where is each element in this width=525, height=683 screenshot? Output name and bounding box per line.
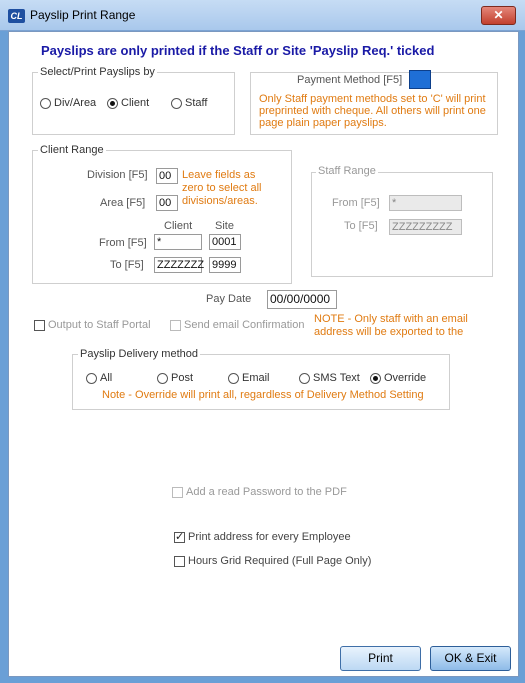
delivery-override-radio[interactable] — [370, 373, 381, 384]
pay-date-label: Pay Date — [206, 293, 252, 305]
window-title: Payslip Print Range — [30, 8, 136, 22]
division-label: Division [F5] — [87, 169, 148, 181]
ok-exit-button[interactable]: OK & Exit — [430, 646, 511, 671]
payment-method-label: Payment Method [F5] — [297, 74, 403, 86]
payment-method-color-button[interactable] — [409, 70, 431, 89]
delivery-sms-label[interactable]: SMS Text — [313, 372, 360, 384]
delivery-post-radio[interactable] — [157, 373, 168, 384]
client-from-label: From [F5] — [99, 237, 147, 249]
send-email-confirmation-label[interactable]: Send email Confirmation — [184, 319, 305, 331]
client-to-label: To [F5] — [110, 259, 144, 271]
pdf-password-checkbox[interactable] — [172, 487, 183, 498]
client-from-input[interactable]: * — [154, 234, 202, 250]
division-area-note: Leave fields as zero to select all divisions/areas. — [182, 169, 262, 207]
client-range-legend: Client Range — [40, 144, 104, 156]
staff-from-input[interactable]: * — [389, 195, 462, 211]
email-export-note: NOTE - Only staff with an email address will be exported to the — [314, 313, 468, 338]
hours-grid-label[interactable]: Hours Grid Required (Full Page Only) — [188, 555, 372, 567]
site-column-header: Site — [215, 220, 234, 232]
payslip-heading: Payslips are only printed if the Staff or Site 'Payslip Req.' ticked — [41, 43, 435, 58]
delivery-email-radio[interactable] — [228, 373, 239, 384]
area-label: Area [F5] — [100, 197, 146, 209]
staff-label[interactable]: Staff — [185, 97, 208, 109]
delivery-method-legend: Payslip Delivery method — [80, 348, 198, 360]
override-note: Note - Override will print all, regardless of Delivery Method Setting — [102, 389, 424, 401]
hours-grid-checkbox[interactable] — [174, 556, 185, 567]
app-icon: CL — [8, 9, 25, 23]
div-area-radio[interactable] — [40, 98, 51, 109]
delivery-all-label[interactable]: All — [100, 372, 113, 384]
site-from-input[interactable]: 0001 — [209, 234, 241, 250]
client-column-header: Client — [164, 220, 193, 232]
payment-method-note: Only Staff payment methods set to 'C' will print preprinted with cheque. All others will print one page plain paper payslips. — [259, 93, 486, 129]
pdf-password-label[interactable]: Add a read Password to the PDF — [186, 486, 347, 498]
close-button[interactable]: ✕ — [481, 6, 516, 25]
delivery-all-radio[interactable] — [86, 373, 97, 384]
delivery-post-label[interactable]: Post — [171, 372, 194, 384]
staff-to-input[interactable]: ZZZZZZZZZ — [389, 219, 462, 235]
select-by-legend: Select/Print Payslips by — [40, 66, 155, 78]
client-radio[interactable] — [107, 98, 118, 109]
staff-radio[interactable] — [171, 98, 182, 109]
area-input[interactable]: 00 — [156, 195, 178, 211]
send-email-confirmation-checkbox[interactable] — [170, 320, 181, 331]
output-staff-portal-label[interactable]: Output to Staff Portal — [48, 319, 151, 331]
div-area-label[interactable]: Div/Area — [54, 97, 97, 109]
site-to-input[interactable]: 9999 — [209, 257, 241, 273]
print-address-checkbox[interactable] — [174, 532, 185, 543]
staff-to-label: To [F5] — [344, 220, 378, 232]
staff-from-label: From [F5] — [332, 197, 380, 209]
delivery-email-label[interactable]: Email — [242, 372, 270, 384]
delivery-sms-radio[interactable] — [299, 373, 310, 384]
print-button[interactable]: Print — [340, 646, 421, 671]
print-address-label[interactable]: Print address for every Employee — [188, 531, 351, 543]
output-staff-portal-checkbox[interactable] — [34, 320, 45, 331]
delivery-override-label[interactable]: Override — [384, 372, 427, 384]
pay-date-input[interactable]: 00/00/0000 — [267, 290, 337, 309]
division-input[interactable]: 00 — [156, 168, 178, 184]
client-to-input[interactable]: ZZZZZZZ — [154, 257, 202, 273]
staff-range-legend: Staff Range — [318, 165, 376, 177]
client-label[interactable]: Client — [121, 97, 150, 109]
